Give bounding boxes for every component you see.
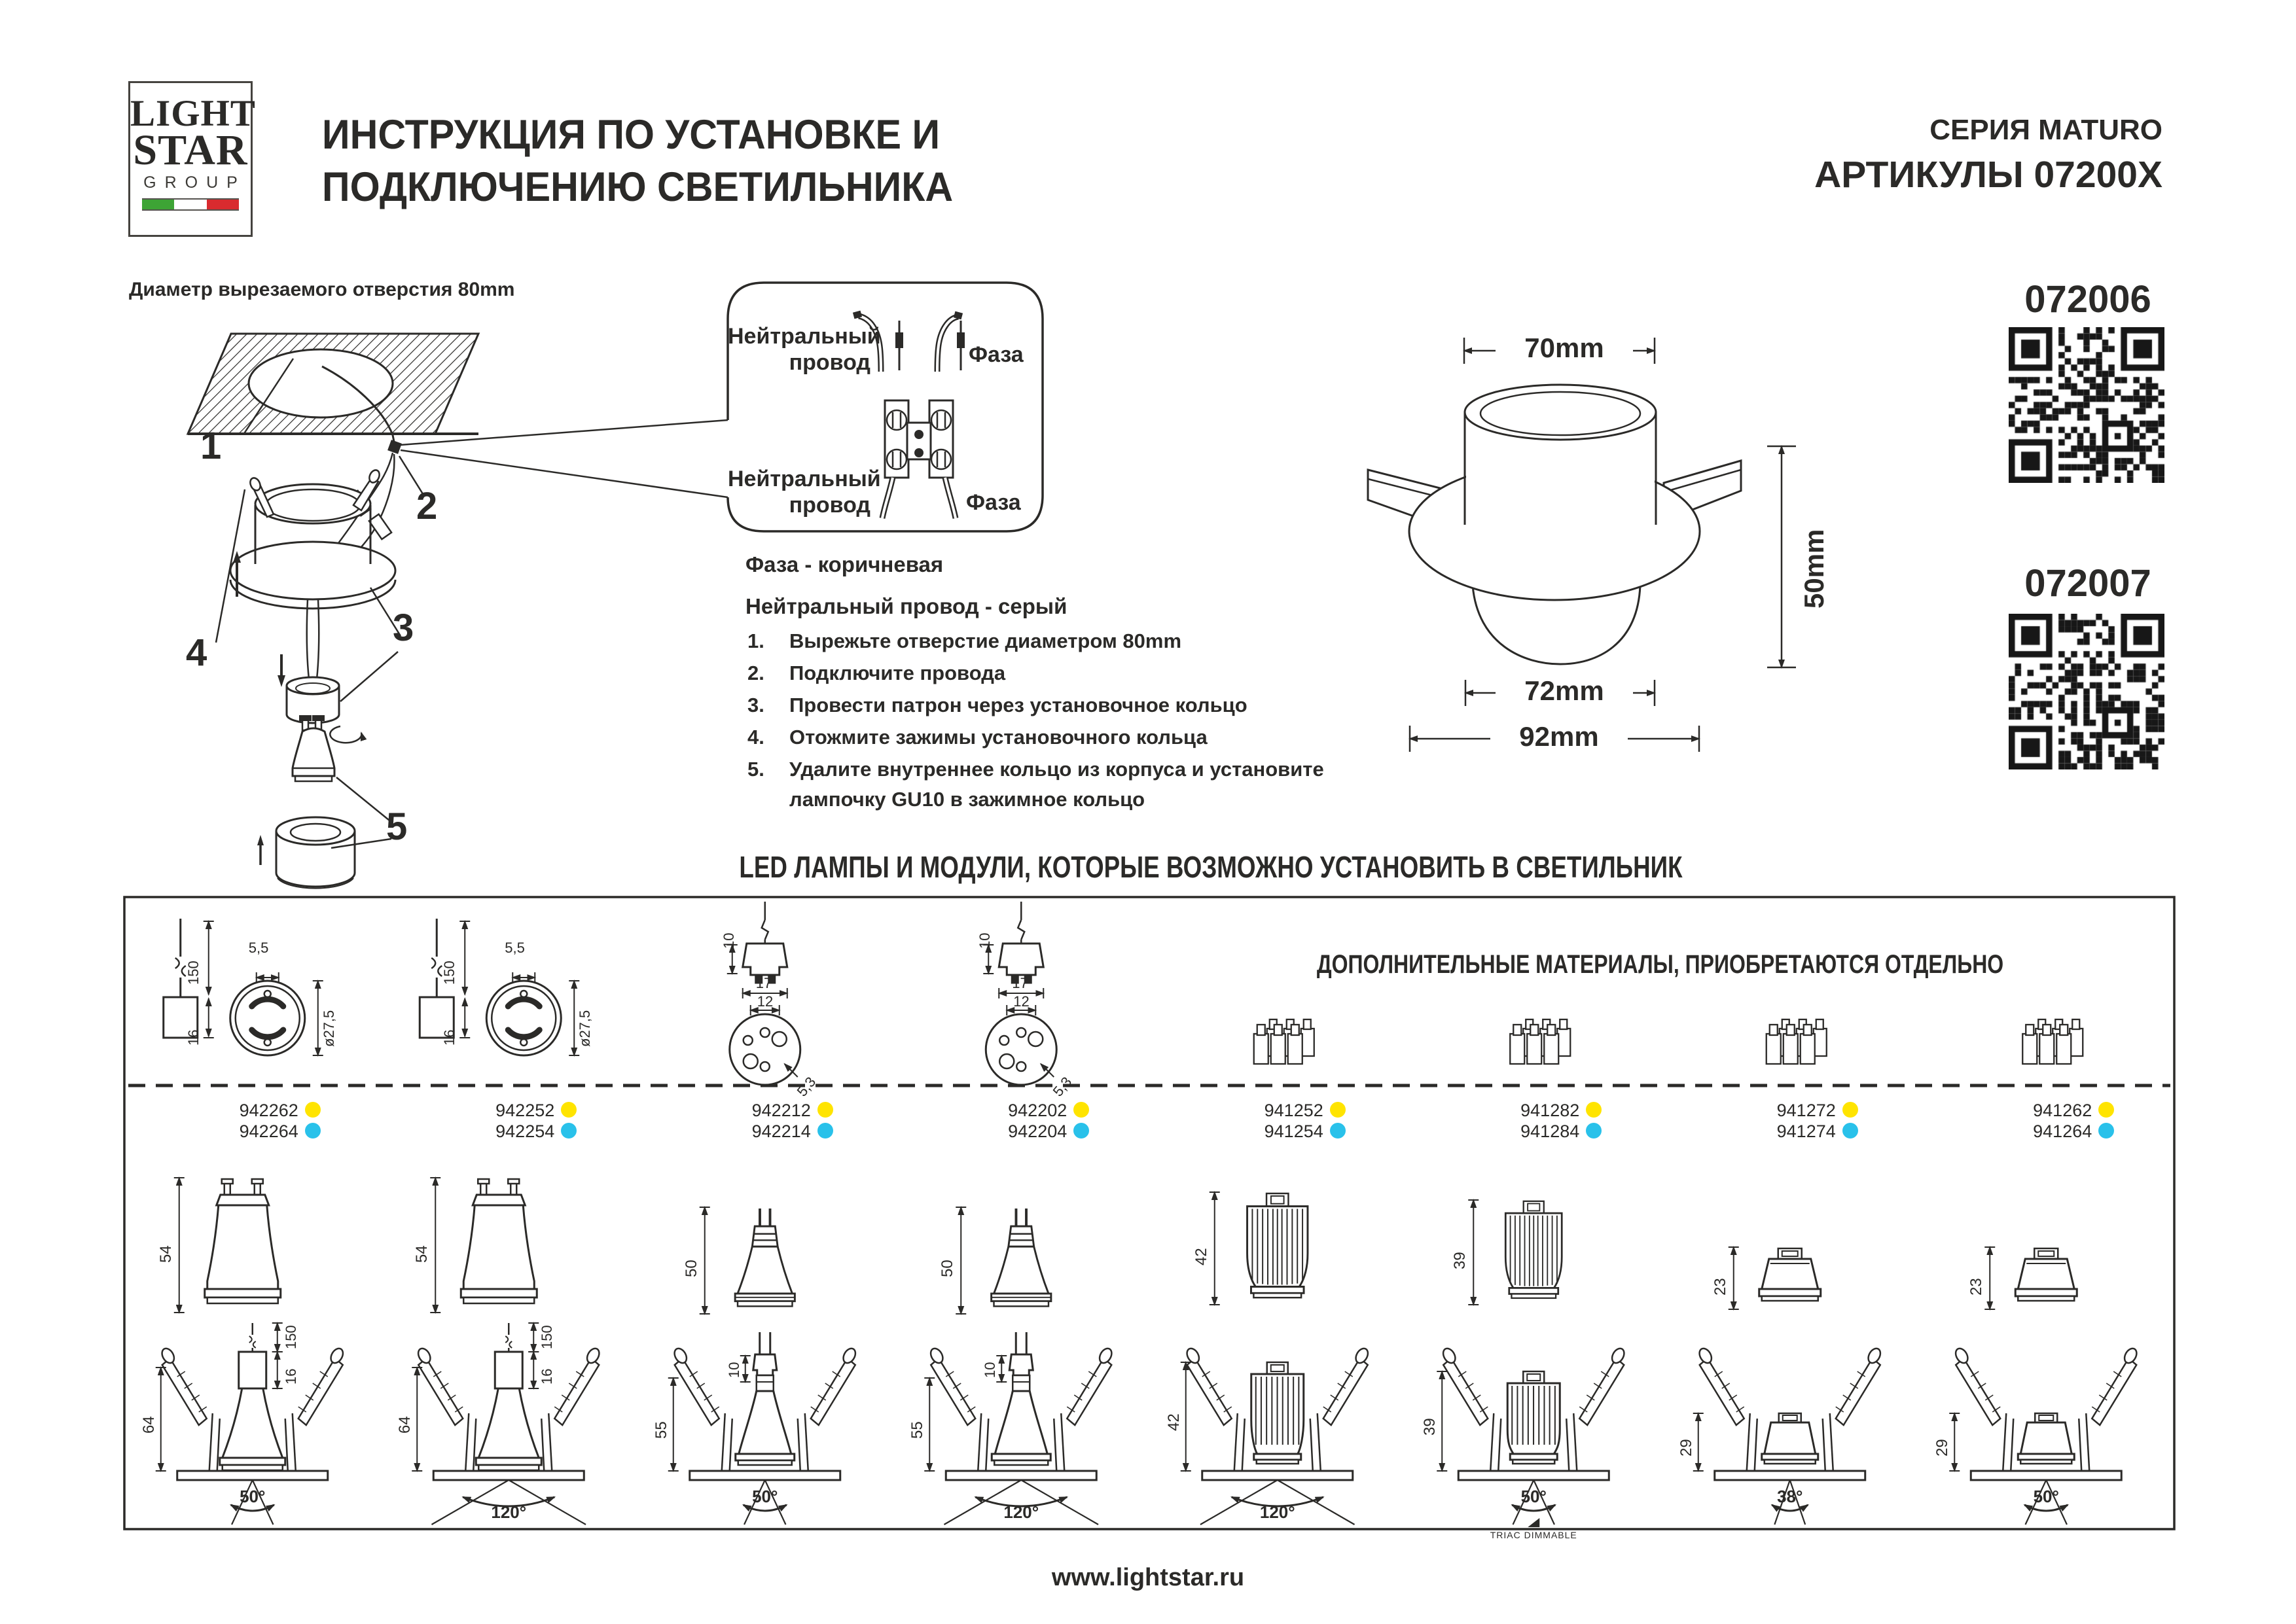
qr-code-2 [2009, 614, 2164, 769]
logo-group-text: GROUP [143, 173, 246, 192]
cool-white-dot [1330, 1123, 1346, 1139]
mr16-lamp-drawing [992, 1209, 1051, 1306]
step-text: Подключите провода [789, 662, 1006, 684]
lamp-code: 942254 [495, 1121, 555, 1141]
dim-label: ø27,5 [577, 1010, 594, 1047]
hole-diameter-label: Диаметр вырезаемого отверстия 80mm [129, 279, 515, 300]
dim-label: 23 [1711, 1278, 1729, 1296]
article-code-2: 072007 [2024, 562, 2151, 605]
article-code-1: 072006 [2024, 278, 2151, 321]
install-height-label: 55 [652, 1421, 670, 1439]
step-text: Удалите внутреннее кольцо из корпуса и установите [789, 758, 1324, 781]
dim-label: 54 [156, 1245, 175, 1263]
dim-label: 17 [1012, 975, 1028, 991]
warm-white-dot [305, 1102, 321, 1118]
lamp-code: 942262 [239, 1101, 298, 1120]
lamp-code: 941284 [1520, 1121, 1580, 1141]
step-number: 3. [747, 694, 764, 716]
dim-label: 150 [539, 1325, 556, 1349]
install-height-label: 64 [139, 1416, 158, 1434]
lamp-code: 941264 [2033, 1121, 2092, 1141]
page-title-line2: ПОДКЛЮЧЕНИЮ СВЕТИЛЬНИКА [322, 164, 954, 210]
series-block [1814, 114, 2162, 196]
terminal-connector-icon [1254, 1019, 1314, 1064]
phase-color-note: Фаза - коричневая [745, 552, 944, 576]
step-number: 2. [747, 662, 764, 684]
install-height-label: 29 [1933, 1439, 1952, 1456]
cool-white-dot [1842, 1123, 1858, 1139]
dim-label: 17 [755, 975, 772, 991]
dim-label: 12 [1013, 993, 1030, 1010]
led-section-title: LED ЛАМПЫ И МОДУЛИ, КОТОРЫЕ ВОЗМОЖНО УСТАНОВИТЬ В СВЕТИЛЬНИК [739, 850, 1683, 884]
neutral-color-note: Нейтральный провод - серый [745, 594, 1067, 618]
marker-5: 5 [386, 805, 408, 848]
dim-72mm: 72mm [1496, 675, 1633, 707]
dim-label: 16 [185, 1029, 202, 1046]
beam-angle-label: 50° [1520, 1487, 1547, 1506]
lightstar-logo [128, 81, 256, 237]
callout-phase-bottom: Фаза [966, 490, 1021, 515]
dim-label: 150 [441, 961, 458, 985]
additional-materials-title: ДОПОЛНИТЕЛЬНЫЕ МАТЕРИАЛЫ, ПРИОБРЕТАЮТСЯ ОТДЕЛЬНО [1316, 950, 2004, 979]
dim-92mm: 92mm [1490, 721, 1628, 752]
page-title [322, 109, 953, 213]
step-number: 5. [747, 758, 764, 781]
dim-label: 10 [982, 1362, 999, 1378]
warm-white-dot [1842, 1102, 1858, 1118]
dim-label: 50 [682, 1260, 700, 1277]
step-number: 4. [747, 726, 764, 749]
dim-label: 150 [282, 1325, 299, 1349]
gu10-lamp-drawing [205, 1179, 281, 1303]
lamp-code: 942212 [751, 1101, 811, 1120]
marker-4: 4 [186, 631, 207, 674]
logo-star-text: STAR [133, 126, 248, 174]
dim-label: 16 [539, 1368, 556, 1385]
page-title-line1: ИНСТРУКЦИЯ ПО УСТАНОВКЕ И [322, 112, 941, 158]
dim-label: 5,3 [793, 1073, 819, 1100]
lamp-code: 941272 [1776, 1101, 1836, 1120]
terminal-connector-icon [2022, 1019, 2083, 1064]
terminal-connector-icon [1767, 1019, 1827, 1064]
series-name: СЕРИЯ MATURO [1929, 114, 2162, 146]
dim-70mm: 70mm [1496, 332, 1633, 364]
warm-white-dot [817, 1102, 833, 1118]
triac-dimmable-label: TRIAC DIMMABLE [1490, 1530, 1577, 1540]
marker-2: 2 [416, 485, 438, 527]
install-height-label: 55 [908, 1421, 927, 1439]
lamp-code: 941274 [1776, 1121, 1836, 1141]
lamp-code: 941262 [2033, 1101, 2092, 1120]
step-text-cont: лампочку GU10 в зажимное кольцо [789, 788, 1145, 811]
beam-angle-label: 50° [752, 1487, 778, 1506]
cool-white-dot [817, 1123, 833, 1139]
lamp-code: 942252 [495, 1101, 555, 1120]
lamp-code: 941252 [1264, 1101, 1323, 1120]
dim-label: 10 [720, 932, 737, 949]
beam-angle-label: 120° [1259, 1502, 1295, 1522]
marker-3: 3 [393, 607, 414, 649]
beam-angle-label: 50° [240, 1487, 266, 1506]
lamp-table-frame [124, 897, 2174, 1529]
dim-label: 5,3 [1049, 1073, 1075, 1100]
dim-label: 16 [282, 1368, 299, 1385]
dim-label: ø27,5 [320, 1010, 337, 1047]
logo-light-text: LIGHT [130, 93, 256, 134]
dim-label: 16 [441, 1029, 458, 1046]
lamp-code: 942264 [239, 1121, 298, 1141]
lamp-code: 941282 [1520, 1101, 1580, 1120]
dim-label: 23 [1967, 1278, 1986, 1296]
lamp-code: 941254 [1264, 1121, 1323, 1141]
dim-50mm: 50mm [1799, 523, 1830, 615]
dim-label: 50 [939, 1260, 957, 1277]
dim-label: 42 [1192, 1248, 1210, 1265]
terminal-connector-icon [1510, 1019, 1570, 1064]
dim-label: 10 [725, 1362, 742, 1378]
series-articles: АРТИКУЛЫ 07200X [1814, 154, 2162, 196]
step-number: 1. [747, 629, 764, 652]
cool-white-dot [305, 1123, 321, 1139]
beam-angle-label: 50° [2033, 1487, 2059, 1506]
beam-angle-label: 120° [1003, 1502, 1039, 1522]
install-height-label: 39 [1421, 1418, 1439, 1436]
exploded-diagram [188, 334, 728, 889]
lamp-code: 942202 [1008, 1101, 1067, 1120]
lamp-code: 942214 [751, 1121, 811, 1141]
install-height-label: 64 [396, 1416, 414, 1434]
qr-code-1 [2009, 327, 2164, 483]
dim-label: 5,5 [505, 940, 525, 956]
beam-angle-label: 120° [491, 1502, 527, 1522]
callout-phase-top: Фаза [969, 342, 1024, 367]
step-text: Вырежьте отверстие диаметром 80mm [789, 629, 1182, 652]
step-text: Отожмите зажимы установочного кольца [789, 726, 1208, 749]
dim-label: 10 [977, 932, 994, 949]
dim-label: 12 [757, 993, 774, 1010]
beam-angle-label: 38° [1777, 1487, 1803, 1506]
dim-label: 150 [185, 961, 202, 985]
dim-label: 5,5 [248, 940, 269, 956]
gu10-lamp-drawing [461, 1179, 537, 1303]
led-module-drawing [2015, 1248, 2077, 1301]
marker-1: 1 [200, 425, 222, 467]
lamp-table-drawings [156, 902, 2139, 1527]
callout-neutral-top: Нейтральный провод [728, 324, 881, 375]
led-module-drawing [1759, 1248, 1821, 1301]
led-module-drawing [1505, 1201, 1562, 1298]
install-height-label: 42 [1164, 1413, 1183, 1431]
mr16-lamp-drawing [735, 1209, 795, 1306]
italy-flag-icon [142, 198, 239, 211]
dim-label: 39 [1451, 1252, 1469, 1269]
led-module-drawing [1247, 1193, 1308, 1297]
dim-label: 54 [413, 1245, 431, 1263]
warm-white-dot [1330, 1102, 1346, 1118]
website-url: www.lightstar.ru [1051, 1564, 1245, 1591]
step-text: Провести патрон через установочное кольцо [789, 694, 1247, 716]
install-height-label: 29 [1677, 1439, 1695, 1456]
lamp-code: 942204 [1008, 1121, 1067, 1141]
callout-neutral-bottom: Нейтральный провод [728, 467, 881, 518]
